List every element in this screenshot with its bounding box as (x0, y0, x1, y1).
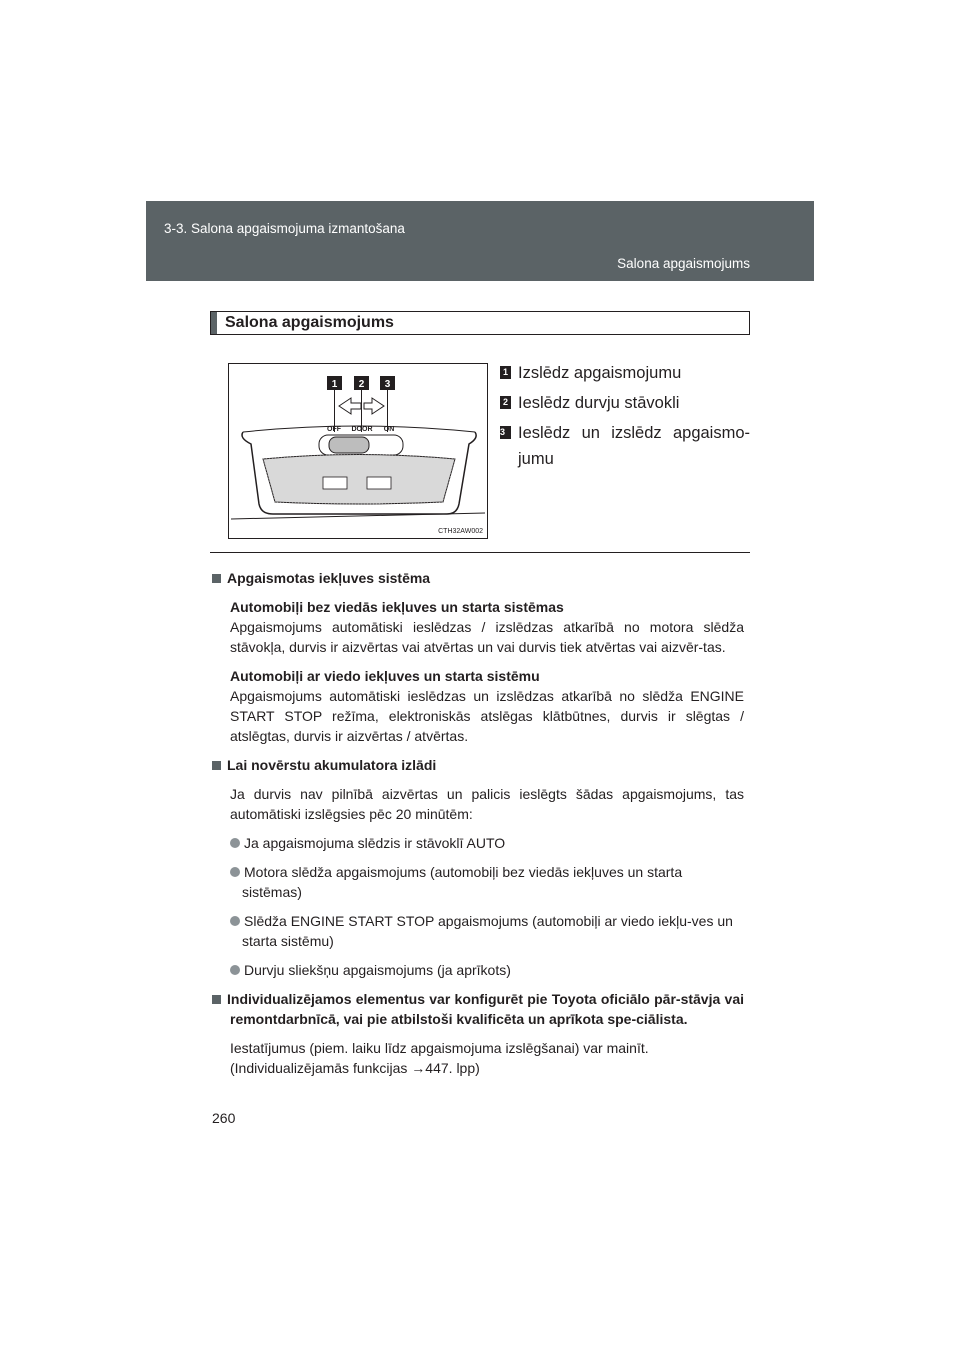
legend-text-3: Ieslēdz un izslēdz apgaismo- (518, 424, 750, 442)
label-3: 3 (384, 379, 391, 390)
legend-text-2: Ieslēdz durvju stāvokli (518, 394, 680, 412)
s3-line-1: Iestatījumus (piem. laiku līdz apgaismojuma izslēgšanai) var mainīt. (230, 1040, 649, 1056)
legend-item-3 (500, 420, 750, 446)
s1-sub2: Automobiļi ar viedo iekļuves un starta sistēmu (230, 668, 540, 684)
left-arrow (339, 398, 361, 414)
legend-number-3: 3 (500, 426, 511, 439)
switch-knob (329, 437, 369, 453)
s2-paragraph: Ja durvis nav pilnībā aizvērtas un palicis ieslēgts šādas apgaismojums, tas automātiski izslēgsies pēc 20 minūtēm: (230, 786, 744, 822)
page-header (146, 201, 814, 281)
s2-heading: Lai novērstu akumulatora izlādi (212, 755, 744, 775)
legend-item-2 (500, 390, 750, 416)
circle-bullet-icon (230, 838, 240, 848)
label-1: 1 (331, 379, 338, 390)
legend-text-3-cont: jumu (518, 450, 554, 468)
legend-text-1: Izslēdz apgaismojumu (518, 364, 682, 382)
label-2: 2 (358, 379, 365, 390)
circle-bullet-icon (230, 867, 240, 877)
lens (263, 455, 455, 505)
s1-paragraph-1: Apgaismojums automātiski ieslēdzas / izslēdzas atkarībā no motora slēdža stāvokļa, durvis ir aizvērtas vai atvērtas un vai durvis tiek atvērtas vai aizvēr-tas. (230, 619, 744, 655)
list-item: Slēdža ENGINE START STOP apgaismojums (automobiļi ar viedo iekļu-ves un starta sistēmu) (212, 911, 744, 951)
s1-heading: Apgaismotas iekļuves sistēma (212, 568, 744, 588)
section-divider (210, 552, 750, 553)
switch-label-on: ON (383, 426, 395, 433)
s1-paragraph-2: Apgaismojums automātiski ieslēdzas un izslēdzas atkarībā no slēdža ENGINE START STOP režīma, elektroniskās atslēgas klātbūtnes, durvis ir slēgtas / atslēgtas, durvis ir aizvērtas / atvērtas. (230, 688, 744, 744)
switch-label-off: OFF (327, 426, 341, 433)
right-arrow (364, 398, 384, 414)
title-accent-bar (211, 312, 217, 334)
switch-label-door: DOOR (351, 426, 373, 433)
circle-bullet-icon (230, 965, 240, 975)
s1-sub1: Automobiļi bez viedās iekļuves un starta sistēmas (230, 599, 564, 615)
s3-line-2: (Individualizējamās funkcijas →447. lpp) (230, 1060, 480, 1076)
legend-number-1: 1 (500, 366, 511, 379)
ceiling-light-illustration (228, 363, 488, 539)
ceiling-light-drawing (229, 364, 487, 538)
body-content (212, 568, 744, 1078)
square-bullet-icon (212, 761, 221, 770)
s3-heading: Individualizējamos elementus var konfigurēt pie Toyota oficiālo pār-stāvja vai remontdarbnīcā, vai pie atbilstoši kvalificēta un aprīkota spe-ciālista. (212, 989, 744, 1029)
page-number: 260 (212, 1110, 236, 1126)
legend-number-2: 2 (500, 396, 511, 409)
circle-bullet-icon (230, 916, 240, 926)
square-bullet-icon (212, 574, 221, 583)
section-box-title (210, 311, 750, 335)
legend-item-1 (500, 360, 750, 386)
list-item: Durvju sliekšņu apgaismojums (ja aprīkots) (212, 960, 744, 980)
figure-legend (500, 360, 750, 472)
header-title: Salona apgaismojums (617, 256, 750, 271)
box-title-text: Salona apgaismojums (225, 314, 394, 331)
list-item: Motora slēdža apgaismojums (automobiļi bez viedās iekļuves un starta sistēmas) (212, 862, 744, 902)
section-title: 3-3. Salona apgaismojuma izmantošana (164, 221, 405, 236)
figure-code: CTH32AW002 (438, 528, 483, 535)
list-item: Ja apgaismojuma slēdzis ir stāvoklī AUTO (212, 833, 744, 853)
square-bullet-icon (212, 995, 221, 1004)
